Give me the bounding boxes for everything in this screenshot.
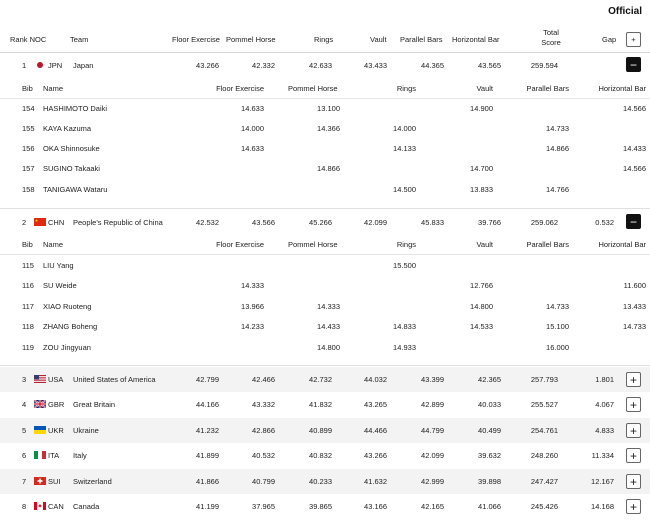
rank: 8: [22, 502, 27, 511]
results-table-header: [0, 26, 650, 53]
expand-button[interactable]: [626, 423, 641, 438]
score-floor: 41.199: [196, 502, 219, 511]
athlete-row: [0, 119, 650, 139]
score-floor: 42.532: [196, 218, 219, 227]
col-total-line1: Total: [543, 28, 559, 37]
score-pommel: 43.332: [252, 400, 275, 409]
team-name: People's Republic of China: [73, 218, 163, 227]
flag-usa-icon: [34, 375, 46, 383]
score-vault: 43.266: [364, 451, 387, 460]
score-parallel-bars: 42.999: [421, 477, 444, 486]
plus-icon: +: [629, 423, 637, 438]
score-total: 247.427: [530, 477, 558, 486]
flag-gbr-icon: [34, 400, 46, 408]
athlete-row: [0, 276, 650, 296]
flag-italy-icon: [34, 451, 46, 459]
team-row-chn[interactable]: [0, 210, 650, 235]
team-row-can[interactable]: [0, 494, 650, 519]
expand-button[interactable]: [626, 499, 641, 514]
athlete-row: [0, 338, 650, 358]
plus-icon: +: [629, 448, 637, 463]
subcol-pommel: Pommel Horse: [288, 240, 338, 249]
athlete-row: [0, 139, 650, 159]
minus-icon: −: [629, 57, 637, 72]
score-floor: 41.866: [196, 477, 219, 486]
athlete-name: XIAO Ruoteng: [43, 302, 92, 311]
noc-code: CHN: [48, 218, 65, 227]
team-name: United States of America: [73, 375, 156, 384]
score-gap: 4.833: [595, 426, 614, 435]
score-pommel: 37.965: [252, 502, 275, 511]
athlete-horizontal-bar: 14.733: [623, 322, 646, 331]
score-rings: 40.899: [309, 426, 332, 435]
score-total: 254.761: [530, 426, 558, 435]
score-vault: 43.166: [364, 502, 387, 511]
flag-ukraine-icon: [34, 426, 46, 434]
athlete-pommel: 14.433: [317, 322, 340, 331]
score-vault: 44.466: [364, 426, 387, 435]
score-total: 259.594: [530, 61, 558, 70]
score-vault: 41.632: [364, 477, 387, 486]
score-vault: 44.032: [364, 375, 387, 384]
score-parallel-bars: 44.365: [421, 61, 444, 70]
athlete-table-header: [0, 79, 650, 99]
expand-all-button[interactable]: [626, 32, 641, 47]
expand-button[interactable]: [626, 397, 641, 412]
subcol-vault: Vault: [476, 84, 493, 93]
score-horizontal-bar: 39.898: [478, 477, 501, 486]
team-name: Switzerland: [73, 477, 112, 486]
athlete-parallel-bars: 15.100: [546, 322, 569, 331]
athlete-rings: 14.933: [393, 343, 416, 352]
plus-icon: +: [629, 499, 637, 514]
score-total: 248.260: [530, 451, 558, 460]
rank: 6: [22, 451, 27, 460]
athlete-row: [0, 256, 650, 276]
col-total-line2: Score: [541, 38, 561, 47]
rank: 3: [22, 375, 27, 384]
athlete-pommel: 14.333: [317, 302, 340, 311]
athlete-vault: 12.766: [470, 281, 493, 290]
score-gap: 14.168: [591, 502, 614, 511]
score-gap: 11.334: [591, 451, 614, 460]
athlete-pommel: 13.100: [317, 104, 340, 113]
score-parallel-bars: 43.399: [421, 375, 444, 384]
score-rings: 42.732: [309, 375, 332, 384]
athlete-name: KAYA Kazuma: [43, 124, 92, 133]
noc-code: JPN: [48, 61, 63, 70]
flag-japan-icon: [37, 62, 43, 68]
athlete-parallel-bars: 14.733: [546, 124, 569, 133]
collapse-button[interactable]: [626, 214, 641, 229]
athlete-table-header: [0, 235, 650, 255]
athlete-name: HASHIMOTO Daiki: [43, 104, 108, 113]
athlete-bib: 157: [22, 164, 35, 173]
noc-code: UKR: [48, 426, 64, 435]
collapse-button[interactable]: [626, 57, 641, 72]
athlete-name: SUGINO Takaaki: [43, 164, 100, 173]
score-total: 245.426: [530, 502, 558, 511]
athlete-parallel-bars: 14.866: [546, 144, 569, 153]
score-pommel: 42.466: [252, 375, 275, 384]
flag-china-icon: [34, 218, 46, 226]
score-total: 257.793: [530, 375, 558, 384]
subcol-bib: Bib: [22, 240, 33, 249]
rank: 7: [22, 477, 27, 486]
athlete-floor: 14.000: [241, 124, 264, 133]
score-rings: 40.233: [309, 477, 332, 486]
col-gap: Gap: [602, 35, 617, 44]
athlete-pommel: 14.800: [317, 343, 340, 352]
noc-code: SUI: [48, 477, 61, 486]
score-floor: 44.166: [196, 400, 219, 409]
athlete-rings: 14.133: [393, 144, 416, 153]
athlete-bib: 156: [22, 144, 35, 153]
athlete-vault: 14.800: [470, 302, 493, 311]
athlete-row: [0, 180, 650, 200]
team-name: Italy: [73, 451, 87, 460]
team-row-gbr[interactable]: [0, 392, 650, 417]
athlete-row: [0, 317, 650, 337]
athlete-vault: 14.533: [470, 322, 493, 331]
score-floor: 42.799: [196, 375, 219, 384]
athlete-bib: 115: [22, 261, 34, 270]
plus-icon: +: [631, 34, 636, 44]
score-vault: 43.265: [364, 400, 387, 409]
score-parallel-bars: 42.099: [421, 451, 444, 460]
subcol-vault: Vault: [476, 240, 493, 249]
athlete-horizontal-bar: 14.566: [623, 164, 646, 173]
expand-button[interactable]: [626, 448, 641, 463]
subcol-name: Name: [43, 240, 64, 249]
col-rings: Rings: [314, 35, 334, 44]
score-pommel: 42.866: [252, 426, 275, 435]
subcol-horizontal-bar: Horizontal Bar: [598, 240, 646, 249]
team-row-sui[interactable]: [0, 469, 650, 494]
team-name: Canada: [73, 502, 100, 511]
score-horizontal-bar: 42.365: [478, 375, 501, 384]
subcol-pommel: Pommel Horse: [288, 84, 338, 93]
score-horizontal-bar: 39.766: [478, 218, 501, 227]
team-name: Japan: [73, 61, 94, 70]
subcol-rings: Rings: [396, 240, 416, 249]
athlete-rings: 14.500: [393, 185, 416, 194]
col-rank-noc: Rank NOC: [10, 35, 47, 44]
score-parallel-bars: 42.899: [421, 400, 444, 409]
rank: 5: [22, 426, 27, 435]
athlete-name: ZHANG Boheng: [43, 322, 98, 331]
score-total: 259.062: [530, 218, 558, 227]
athlete-parallel-bars: 14.733: [546, 302, 569, 311]
athlete-bib: 119: [22, 343, 34, 352]
athlete-parallel-bars: 14.766: [546, 185, 569, 194]
col-team: Team: [70, 35, 89, 44]
athlete-row: [0, 297, 650, 317]
athlete-name: TANIGAWA Wataru: [43, 185, 108, 194]
athlete-vault: 14.700: [470, 164, 493, 173]
athlete-name: OKA Shinnosuke: [43, 144, 100, 153]
expand-button[interactable]: [626, 372, 641, 387]
athlete-floor: 14.233: [241, 322, 264, 331]
athlete-vault: 13.833: [470, 185, 493, 194]
score-floor: 41.899: [196, 451, 219, 460]
score-rings: 39.865: [309, 502, 332, 511]
flag-switzerland-icon: [34, 477, 46, 485]
rank: 4: [22, 400, 27, 409]
athlete-name: SU Weide: [43, 281, 77, 290]
subcol-rings: Rings: [396, 84, 416, 93]
subcol-floor: Floor Exercise: [216, 240, 264, 249]
team-row-usa[interactable]: [0, 367, 650, 392]
score-gap: 4.067: [595, 400, 614, 409]
team-row-ita[interactable]: [0, 443, 650, 468]
athlete-rings: 15.500: [393, 261, 416, 270]
athlete-rings: 14.000: [393, 124, 416, 133]
team-name: Great Britain: [73, 400, 116, 409]
athlete-name: ZOU Jingyuan: [43, 343, 91, 352]
athlete-horizontal-bar: 11.600: [623, 281, 646, 290]
team-name: Ukraine: [73, 426, 99, 435]
athlete-row: [0, 99, 650, 119]
score-total: 255.527: [530, 400, 558, 409]
athlete-horizontal-bar: 14.433: [623, 144, 646, 153]
col-horizontal-bar: Horizontal Bar: [452, 35, 500, 44]
noc-code: GBR: [48, 400, 65, 409]
flag-canada-icon: [34, 502, 46, 510]
athlete-name: LIU Yang: [43, 261, 74, 270]
team-row-jpn[interactable]: [0, 53, 650, 78]
noc-code: CAN: [48, 502, 64, 511]
athlete-vault: 14.900: [470, 104, 493, 113]
score-pommel: 43.566: [252, 218, 275, 227]
expand-button[interactable]: [626, 474, 641, 489]
score-parallel-bars: 45.833: [421, 218, 444, 227]
score-vault: 43.433: [364, 61, 387, 70]
col-floor: Floor Exercise: [172, 35, 220, 44]
col-parallel-bars: Parallel Bars: [400, 35, 443, 44]
rank: 2: [22, 218, 27, 227]
col-vault: Vault: [370, 35, 387, 44]
subcol-parallel-bars: Parallel Bars: [526, 84, 569, 93]
score-floor: 43.266: [196, 61, 219, 70]
score-pommel: 40.532: [252, 451, 275, 460]
subcol-name: Name: [43, 84, 64, 93]
score-pommel: 42.332: [252, 61, 275, 70]
athlete-bib: 118: [22, 322, 34, 331]
rank: 1: [22, 61, 27, 70]
plus-icon: +: [629, 474, 637, 489]
athlete-floor: 14.333: [241, 281, 264, 290]
athlete-pommel: 14.866: [317, 164, 340, 173]
athlete-horizontal-bar: 13.433: [623, 302, 646, 311]
score-horizontal-bar: 40.499: [478, 426, 501, 435]
score-parallel-bars: 42.165: [421, 502, 444, 511]
score-rings: 41.832: [309, 400, 332, 409]
score-floor: 41.232: [196, 426, 219, 435]
subcol-parallel-bars: Parallel Bars: [526, 240, 569, 249]
score-horizontal-bar: 43.565: [478, 61, 501, 70]
athlete-bib: 155: [22, 124, 35, 133]
athlete-row: [0, 159, 650, 179]
athlete-pommel: 14.366: [317, 124, 340, 133]
subcol-bib: Bib: [22, 84, 33, 93]
divider: [0, 208, 650, 209]
athlete-floor: 13.966: [241, 302, 264, 311]
athlete-bib: 116: [22, 281, 34, 290]
score-pommel: 40.799: [252, 477, 275, 486]
score-horizontal-bar: 39.632: [478, 451, 501, 460]
score-horizontal-bar: 41.066: [478, 502, 501, 511]
score-rings: 42.633: [309, 61, 332, 70]
team-row-ukr[interactable]: [0, 418, 650, 443]
athlete-floor: 14.633: [241, 144, 264, 153]
athlete-parallel-bars: 16.000: [546, 343, 569, 352]
athlete-bib: 117: [22, 302, 34, 311]
score-rings: 45.266: [309, 218, 332, 227]
score-gap: 12.167: [591, 477, 614, 486]
subcol-horizontal-bar: Horizontal Bar: [598, 84, 646, 93]
score-rings: 40.832: [309, 451, 332, 460]
col-pommel: Pommel Horse: [226, 35, 276, 44]
athlete-rings: 14.833: [393, 322, 416, 331]
athlete-bib: 158: [22, 185, 35, 194]
score-parallel-bars: 44.799: [421, 426, 444, 435]
score-vault: 42.099: [364, 218, 387, 227]
score-horizontal-bar: 40.033: [478, 400, 501, 409]
plus-icon: +: [629, 372, 637, 387]
athlete-horizontal-bar: 14.566: [623, 104, 646, 113]
official-label: Official: [608, 6, 642, 17]
plus-icon: +: [629, 397, 637, 412]
subcol-floor: Floor Exercise: [216, 84, 264, 93]
minus-icon: −: [629, 214, 637, 229]
noc-code: USA: [48, 375, 64, 384]
athlete-floor: 14.633: [241, 104, 264, 113]
score-gap: 1.801: [595, 375, 614, 384]
noc-code: ITA: [48, 451, 60, 460]
score-gap: 0.532: [595, 218, 614, 227]
athlete-bib: 154: [22, 104, 35, 113]
divider: [0, 365, 650, 366]
